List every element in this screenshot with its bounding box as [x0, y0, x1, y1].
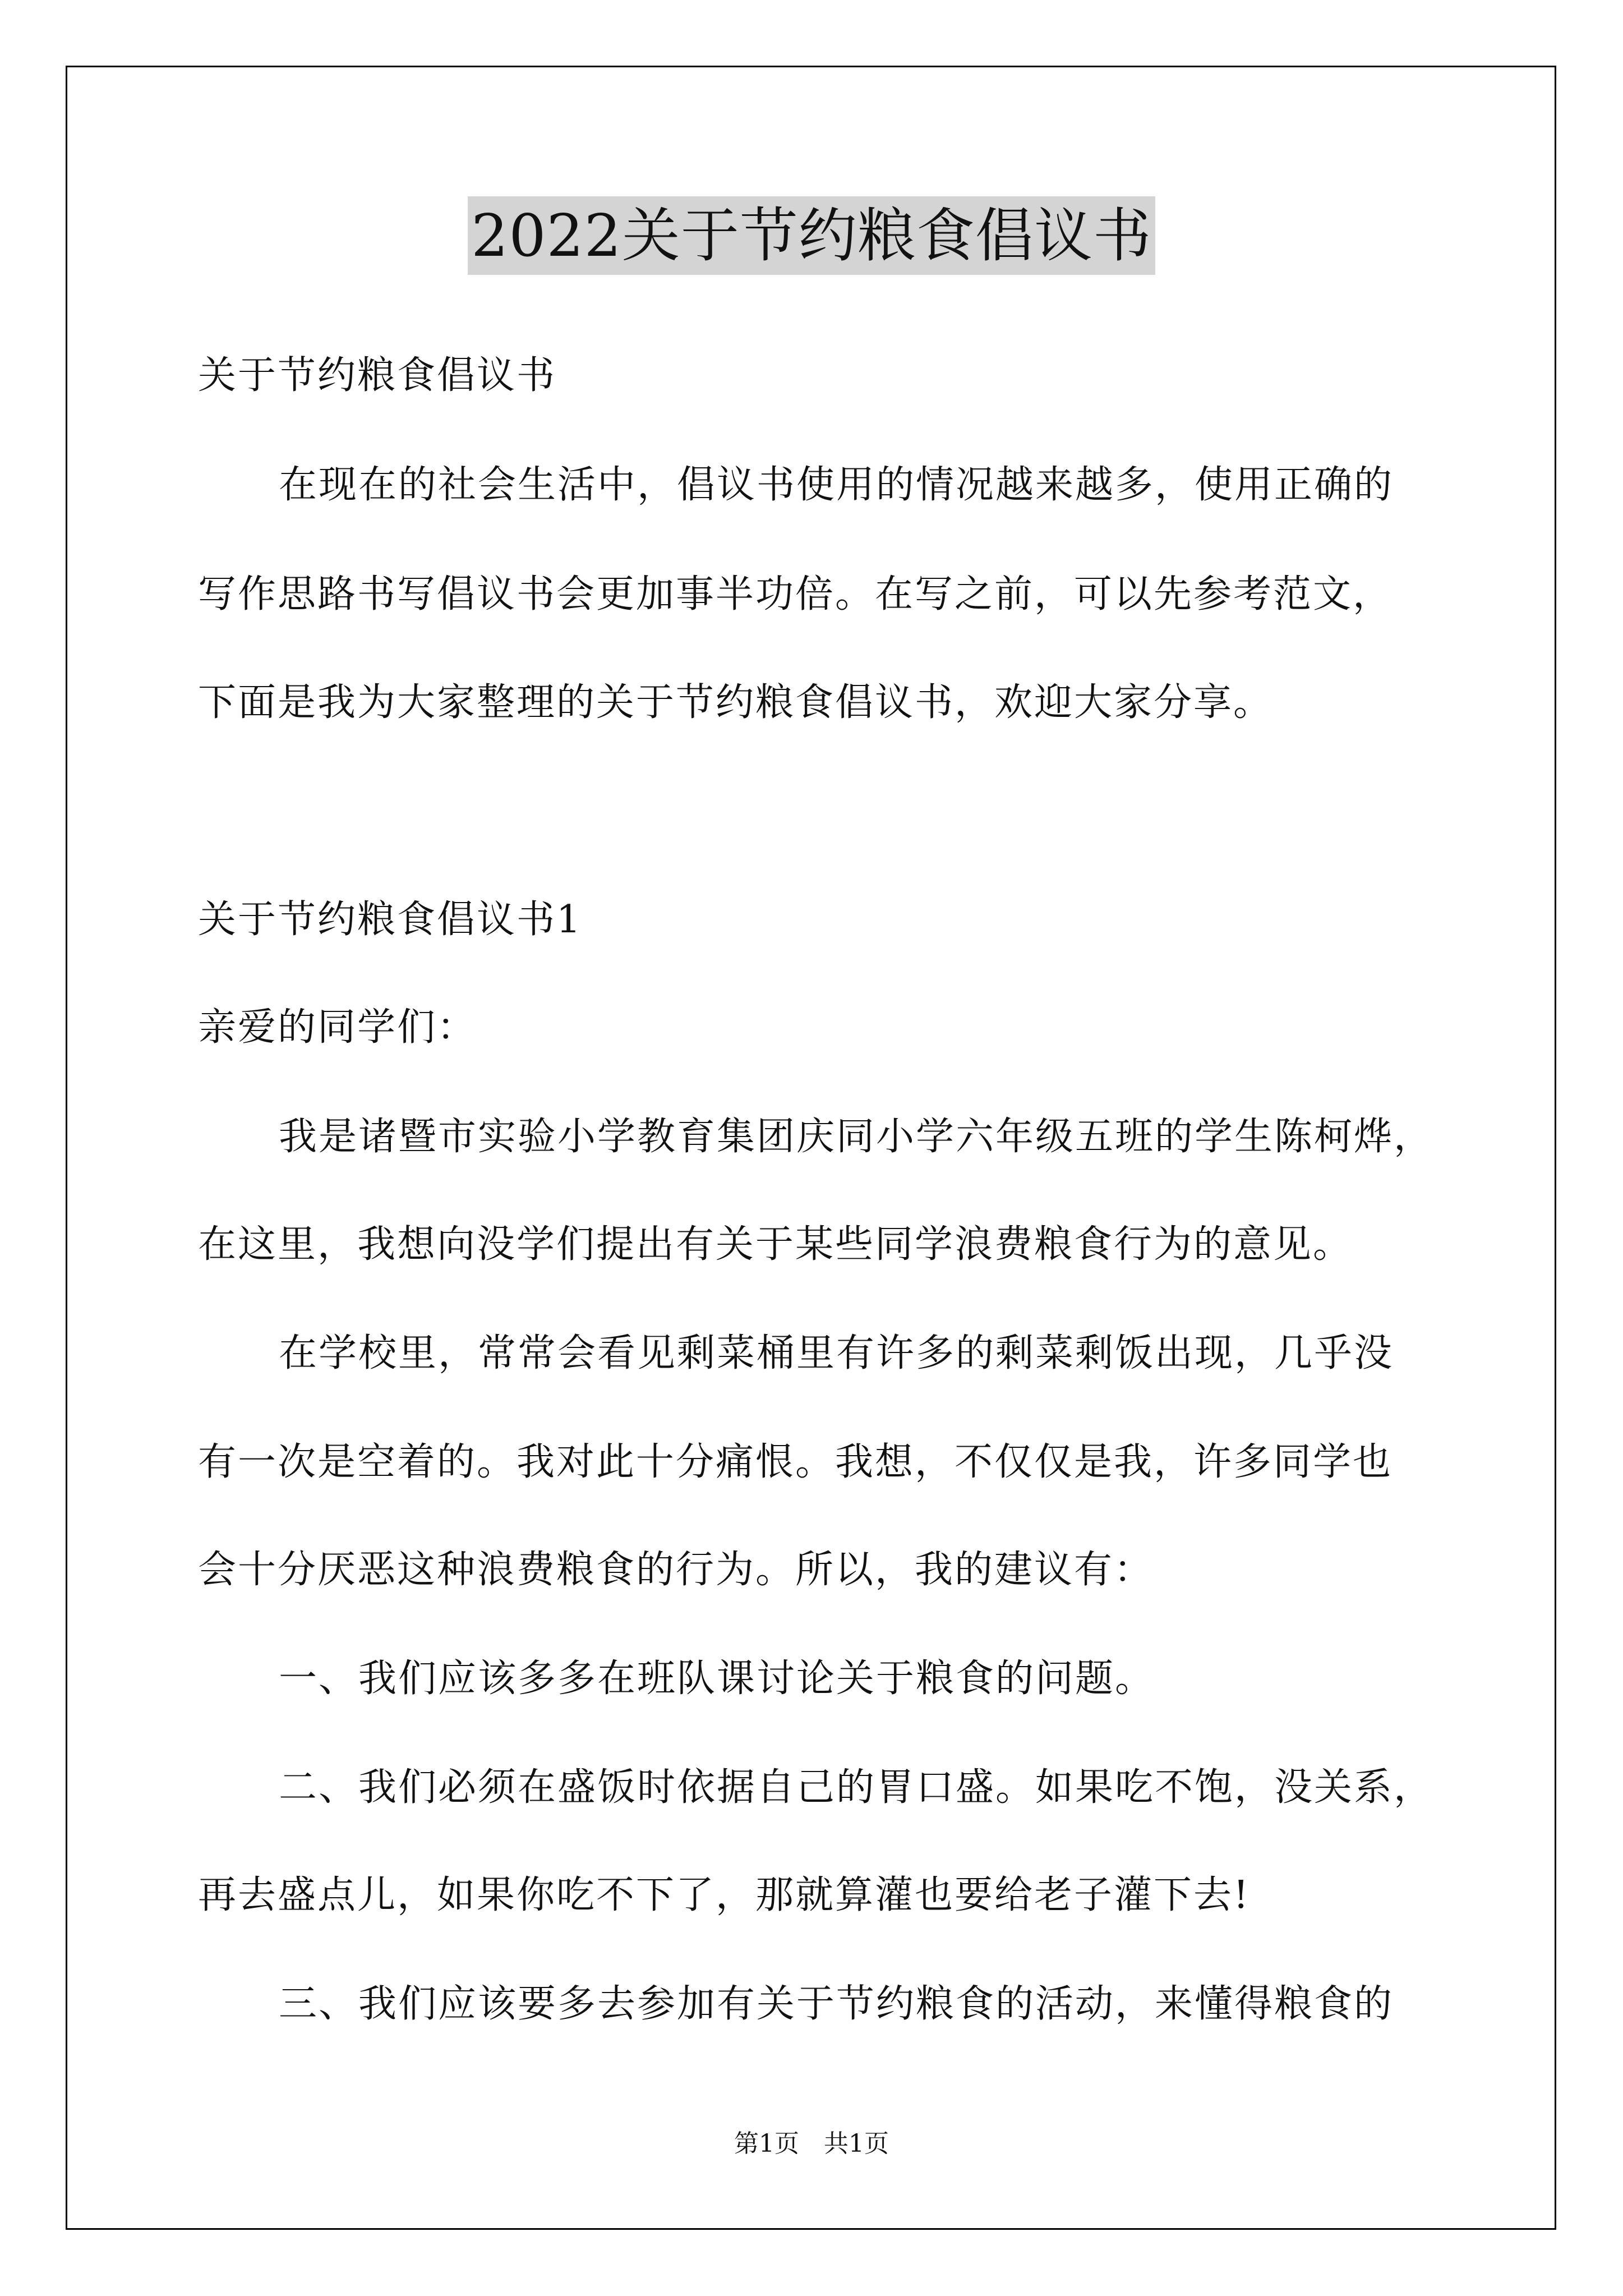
paragraph-line: 再去盛点儿，如果你吃不下了，那就算灌也要给老子灌下去!: [198, 1873, 1251, 1917]
paragraph-line: 有一次是空着的。我对此十分痛恨。我想，不仅仅是我，许多同学也: [198, 1440, 1393, 1484]
salutation-line: 亲爱的同学们：: [198, 1005, 477, 1050]
subtitle-line: 关于节约粮食倡议书: [198, 353, 557, 398]
list-item-line: 三、我们应该要多去参加有关于节约粮食的活动，来懂得粮食的: [279, 1982, 1394, 2026]
paragraph-line: 写作思路书写倡议书会更加事半功倍。在写之前，可以先参考范文，: [198, 572, 1393, 616]
paragraph-line: 在这里，我想向没学们提出有关于某些同学浪费粮食行为的意见。: [198, 1222, 1353, 1267]
page-footer: 第1页 共1页: [734, 2129, 889, 2158]
document-title: 2022关于节约粮食倡议书: [468, 196, 1155, 275]
paragraph-line: 会十分厌恶这种浪费粮食的行为。所以，我的建议有：: [198, 1548, 1154, 1592]
title-container: [0, 196, 1623, 275]
paragraph-line: 在现在的社会生活中，倡议书使用的情况越来越多，使用正确的: [279, 463, 1394, 507]
paragraph-line: 我是诸暨市实验小学教育集团庆同小学六年级五班的学生陈柯烨，: [279, 1115, 1434, 1159]
section-heading: 关于节约粮食倡议书1: [198, 898, 583, 942]
paragraph-line: 下面是我为大家整理的关于节约粮食倡议书，欢迎大家分享。: [198, 680, 1274, 725]
paragraph-line: 在学校里，常常会看见剩菜桶里有许多的剩菜剩饭出现，几乎没: [279, 1331, 1394, 1375]
list-item-line: 二、我们必须在盛饭时依据自己的胃口盛。如果吃不饱，没关系，: [279, 1765, 1434, 1810]
list-item-line: 一、我们应该多多在班队课讨论关于粮食的问题。: [279, 1657, 1155, 1701]
